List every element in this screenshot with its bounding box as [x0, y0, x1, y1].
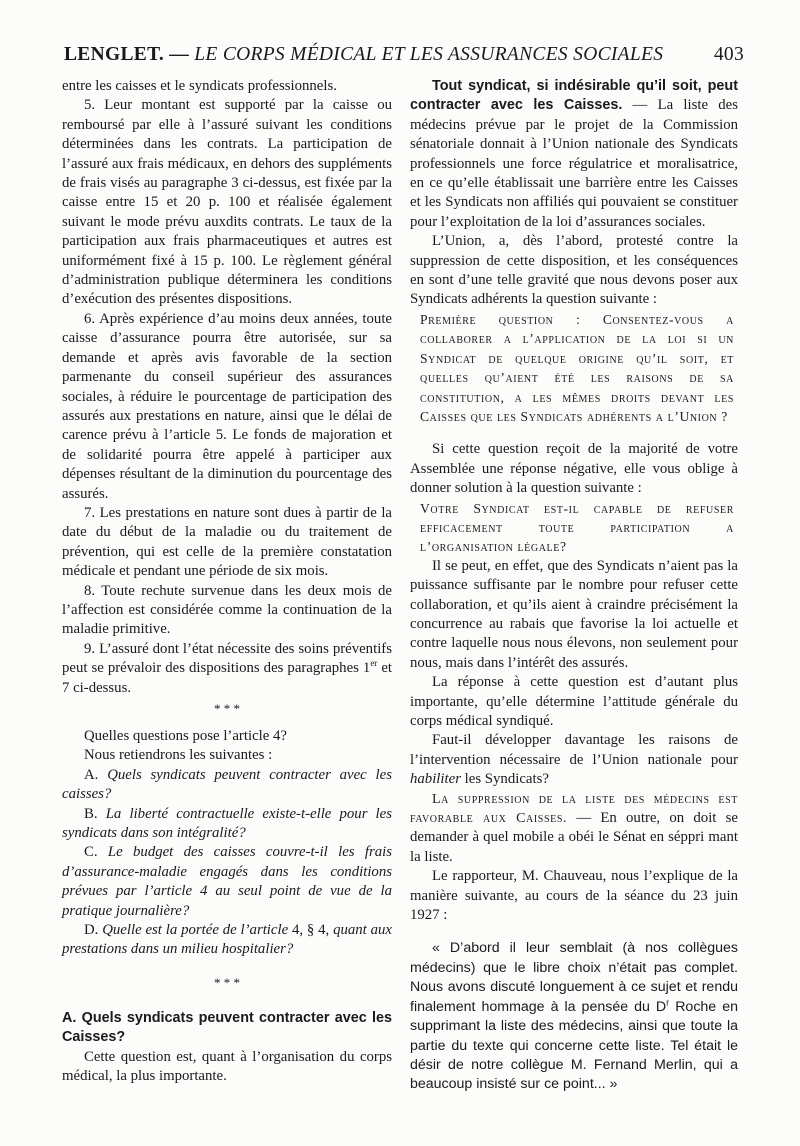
item-9-sup: er — [370, 658, 378, 669]
paragraph: Le rapporteur, M. Chauveau, nous l’explique de la manière suivante, au cours de la séance du 23 juin 1927 : — [410, 868, 738, 924]
paragraph-item-7: 7. Les prestations en nature sont dues à partir de la date du début de la maladie ou du traitement de prévention, qui est celle de la première constatation médicale et pendant une période de six mois. — [62, 504, 392, 580]
first-question-block — [410, 310, 738, 426]
question-b — [62, 805, 392, 844]
paragraph-item-8: 8. Toute rechute survenue dans les deux mois de l’affection est considérée comme la continuation de la maladie primitive. — [62, 582, 392, 638]
quote-text-a: « D’abord il leur semblait (à nos collègues médecins) que le libre choix n’était pas complet. Nous avons discuté longuement à ce sujet et rendu finalement hommage à la pensée du D — [410, 940, 738, 1015]
p6-text-b: les Syndicats? — [460, 771, 549, 788]
first-question: Première question : Consentez-vous a collaborer a l’application de la loi si un Syndicat de quelque origine qu’il soit, et quelles qu’aient été les raisons de sa constitution, a les mêmes droits devant les Caisses que les Syndicats adhérents a l’Union ? — [420, 311, 734, 424]
lead-rest: — La liste des médecins prévue par le projet de la Commission sénatoriale donnait à l’Union nationale des Syndicats professionnels une force régulatrice et moralisatrice, en ce qu’elle établissait une barrière entre les Caisses et les Syndicats non affiliés qui pouvaient se constituer pour l’exploitation de la loi d’assurances sociales. — [410, 97, 738, 230]
lead-bold: Tout syndicat, si indésirable qu’il soit, peut contracter avec les Caisses. — [410, 78, 738, 114]
left-column — [62, 77, 392, 1087]
lead-paragraph — [410, 77, 738, 232]
paragraph: Il se peut, en effet, que des Syndicats n’aient pas la puissance suffisante par le nombre pour refuser cette collaboration, et qu’ils aient à craindre précisément la concurrence au rabais que favorise la loi actuelle et contre laquelle nous nous élevons, non seulement pour nous, mais dans l’intérêt des assurés. — [410, 557, 738, 671]
paragraph: La réponse à cette question est d’autant plus importante, qu’elle détermine l’attitude générale du corps médical syndiqué. — [410, 674, 738, 729]
question-d — [62, 921, 392, 960]
second-question: Votre Syndicat est-il capable de refuser efficacement toute participation a l’organisation légale? — [420, 500, 734, 555]
page-number: 403 — [713, 44, 744, 65]
paragraph-item-6: 6. Après expérience d’au moins deux années, toute caisse d’assurance pourra être autorisée, sur sa demande et après avis favorable de la section parmenante du conseil supérieur des assurances sociales, à réduire le pourcentage de participation des assurés aux prestations en nature, ainsi que le délai de carence prévu à l’article 5. Le fonds de majoration et de solidarité pourra être appelé à participer aux dépenses résultant de la diminution du pourcentage des assurés. — [62, 310, 392, 502]
right-column — [410, 77, 738, 1095]
p7-smallcaps: La suppression de la liste des médecins est favorable aux Caisses. — [410, 791, 738, 827]
paragraph-item-9 — [62, 640, 392, 698]
paragraph: entre les caisses et le syndicats professionnels. — [62, 78, 337, 94]
question-a — [62, 766, 392, 805]
quotation — [410, 939, 738, 1094]
paragraph: Si cette question reçoit de la majorité de votre Assemblée une réponse négative, elle vous oblige à donner solution à la question suivante : — [410, 441, 738, 497]
second-question-block — [410, 499, 738, 557]
paragraph — [410, 790, 738, 868]
running-head-title: LE CORPS MÉDICAL ET LES ASSURANCES SOCIALES — [194, 44, 664, 65]
running-head-author: LENGLET. — — [64, 44, 190, 65]
item-9-text-a: 9. L’assuré dont l’état nécessite des soins préventifs peut se prévaloir des dispositions des paragraphes 1 — [62, 640, 392, 677]
paragraph: L’Union, a, dès l’abord, protesté contre la suppression de cette disposition, et les conséquences en sont d’une telle gravité que nous devons poser aux Syndicats adhérents la question suivante : — [410, 233, 738, 308]
question-d-text-c: quant aux prestations dans un milieu hospitalier? — [62, 922, 392, 958]
quote-text-b: Roche en supprimant la liste des médecins, ainsi que toute la partie du texte qui concerne cette liste. Tel était le désir de notre collègue M. Fernand Merlin, qui a beaucoup insisté sur ce point... » — [410, 998, 738, 1093]
p6-italic: habiliter — [410, 771, 461, 788]
question-c-label: C. — [84, 844, 98, 861]
section-a-text: Cette question est, quant à l’organisation du corps médical, la plus importante. — [62, 1048, 392, 1085]
quote-sup: r — [666, 996, 670, 1007]
question-c — [62, 843, 392, 921]
question-d-text-b: 4, § 4, — [292, 922, 330, 939]
question-a-label: A. — [84, 766, 99, 783]
question-d-label: D. — [84, 922, 99, 939]
p7-rest: — En outre, on doit se demander à quel mobile a obéi le Sénat en séppri mant la liste. — [410, 810, 738, 865]
question-c-text: Le budget des caisses couvre-t-il les frais d’assurance-maladie engagés dans les conditions prévues par l’article 4 au seul point de vue de la pratique journalière? — [62, 844, 392, 919]
section-separator-stars: * * * — [214, 701, 240, 716]
question-b-label: B. — [84, 805, 98, 822]
question-a-text: Quels syndicats peuvent contracter avec les caisses? — [62, 766, 392, 803]
question-d-text-a: Quelle est la portée de l’article — [102, 922, 289, 939]
questions-intro: Quelles questions pose l’article 4? — [84, 728, 287, 744]
p6-text-a: Faut-il développer davantage les raisons de l’intervention nécessaire de l’Union nationale pour — [410, 732, 738, 768]
question-b-text: La liberté contractuelle existe-t-elle pour les syndicats dans son intégralité? — [62, 805, 392, 842]
running-header — [64, 44, 744, 66]
questions-intro-2: Nous retiendrons les suivantes : — [84, 747, 273, 764]
paragraph — [410, 731, 738, 789]
section-heading-a: A. Quels syndicats peuvent contracter avec les Caisses? — [62, 1009, 392, 1046]
paragraph-item-5: 5. Leur montant est supporté par la caisse ou remboursé par elle à l’assuré suivant les conditions déterminées dans les contrats. La participation de l’assuré aux frais médicaux, en dehors des suppléments de frais visés au paragraphe 3 ci-dessus, est fixée par la caisse entre 15 et 20 p. 100 et réalisée également suivant le mode prévu auxdits contrats. Le taux de la participation aux frais pharmaceutiques et autres est uniformément fixé à 15 p. 100. Le règlement général d’administration publique déterminera les conditions d’exécution des présentes dispositions. — [62, 97, 392, 308]
item-9-text-b: et 7 ci-dessus. — [62, 660, 392, 696]
section-separator-stars-2: * * * — [214, 974, 240, 990]
